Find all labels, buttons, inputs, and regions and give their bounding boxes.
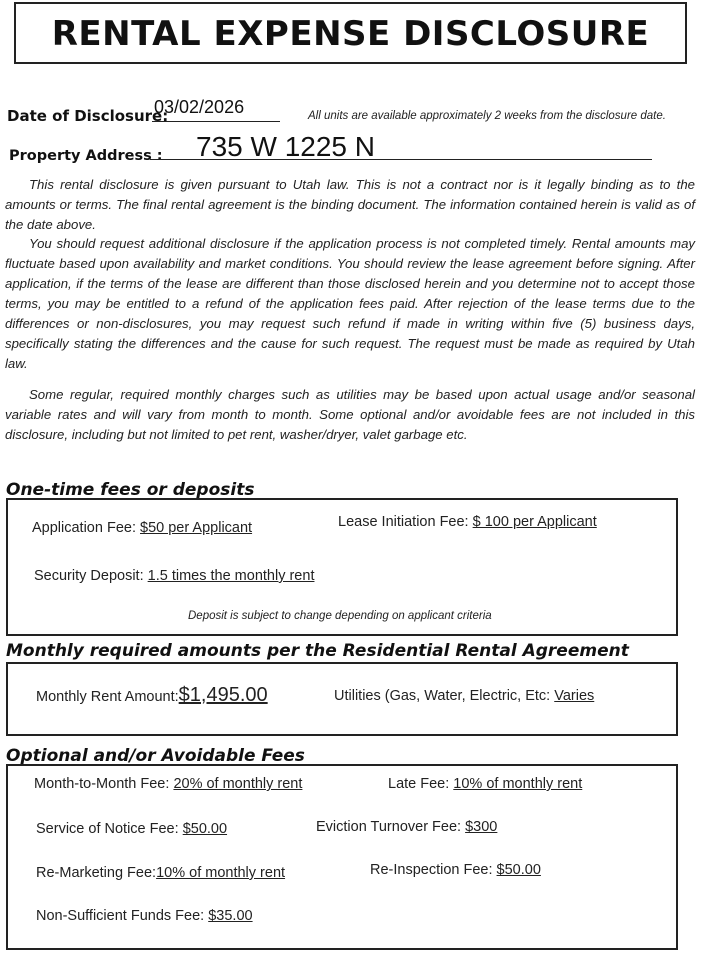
one-time-heading: One-time fees or deposits <box>6 480 255 500</box>
paragraph-2-text: You should request additional disclosure if the application process is not completed timely. Rental amounts may fluctuate based upon availability and market conditions. You should review the lease agreement before signing. After application, if the terms of the lease are different than those disclosed herein and you determine not to accept those terms, you may be entitled to a refund of the application fees paid. After rejection of the lease terms due to the differences or non-disclosures, you may request such refund if made in writing within five (5) business days, specifically stating the differences and the cause for such request. The request must be made as required by Utah law. <box>5 236 695 371</box>
utilities <box>334 688 594 704</box>
title-box <box>14 2 687 64</box>
paragraph-3-text: Some regular, required monthly charges such as utilities may be based upon actual usage and/or seasonal variable rates and will vary from month to month. Some optional and/or avoidable fees are not included in this disclosure, including but not limited to pet rent, washer/dryer, valet garbage etc. <box>5 387 695 442</box>
late-fee <box>388 776 582 792</box>
security-deposit <box>34 568 314 584</box>
nsf-fee <box>36 908 253 924</box>
reinspection-fee <box>370 862 541 878</box>
lease-initiation-value: $ 100 per Applicant <box>472 514 597 530</box>
monthly-rent <box>36 684 268 707</box>
reinspection-value: $50.00 <box>496 862 541 878</box>
remarketing-fee <box>36 865 285 881</box>
disclosure-paragraph-3 <box>5 385 695 445</box>
security-deposit-value: 1.5 times the monthly rent <box>147 568 315 584</box>
security-deposit-label: Security Deposit: <box>34 568 144 584</box>
disclosure-paragraph-1 <box>5 175 695 235</box>
nsf-value: $35.00 <box>208 908 253 924</box>
monthly-heading: Monthly required amounts per the Residential Rental Agreement <box>6 641 629 661</box>
address-label: Property Address : <box>9 148 163 164</box>
month-to-month-value: 20% of monthly rent <box>173 776 303 792</box>
date-underline <box>152 121 280 122</box>
one-time-fees-box <box>6 498 678 636</box>
month-to-month-label: Month-to-Month Fee: <box>34 776 170 792</box>
monthly-amounts-box <box>6 662 678 736</box>
service-notice-value: $50.00 <box>182 821 228 837</box>
lease-initiation-label: Lease Initiation Fee: <box>338 514 469 530</box>
month-to-month-fee <box>34 776 302 792</box>
late-fee-value: 10% of monthly rent <box>453 776 583 792</box>
deposit-note: Deposit is subject to change depending on applicant criteria <box>188 610 492 622</box>
date-label: Date of Disclosure: <box>7 107 169 125</box>
service-notice-label: Service of Notice Fee: <box>36 821 179 837</box>
utilities-label: Utilities (Gas, Water, Electric, Etc: <box>334 688 551 704</box>
late-fee-label: Late Fee: <box>388 776 450 792</box>
eviction-value: $300 <box>465 819 498 835</box>
lease-initiation-fee <box>338 514 597 530</box>
eviction-label: Eviction Turnover Fee: <box>316 819 462 835</box>
address-value: 735 W 1225 N <box>196 131 375 162</box>
nsf-label: Non-Sufficient Funds Fee: <box>36 908 205 924</box>
reinspection-label: Re-Inspection Fee: <box>370 862 493 878</box>
utilities-value: Varies <box>554 688 595 704</box>
page-title: RENTAL EXPENSE DISCLOSURE <box>51 14 650 54</box>
date-value: 03/02/2026 <box>154 97 245 117</box>
monthly-rent-label: Monthly Rent Amount: <box>36 689 179 705</box>
disclosure-paragraph-2 <box>5 234 695 374</box>
application-fee-value: $50 per Applicant <box>140 520 253 536</box>
remarketing-value: 10% of monthly rent <box>156 865 286 881</box>
eviction-turnover-fee <box>316 819 497 835</box>
remarketing-label: Re-Marketing Fee: <box>36 865 157 881</box>
application-fee-label: Application Fee: <box>32 520 136 536</box>
optional-fees-box <box>6 764 678 950</box>
application-fee <box>32 520 252 536</box>
optional-heading: Optional and/or Avoidable Fees <box>6 746 305 766</box>
monthly-rent-value: $1,495.00 <box>178 684 268 706</box>
paragraph-1-text: This rental disclosure is given pursuant to Utah law. This is not a contract nor is it legally binding as to the amounts or terms. The final rental agreement is the binding document. The information contained herein is valid as of the date above. <box>5 177 695 232</box>
availability-note: All units are available approximately 2 weeks from the disclosure date. <box>308 110 666 122</box>
service-of-notice-fee <box>36 821 227 837</box>
